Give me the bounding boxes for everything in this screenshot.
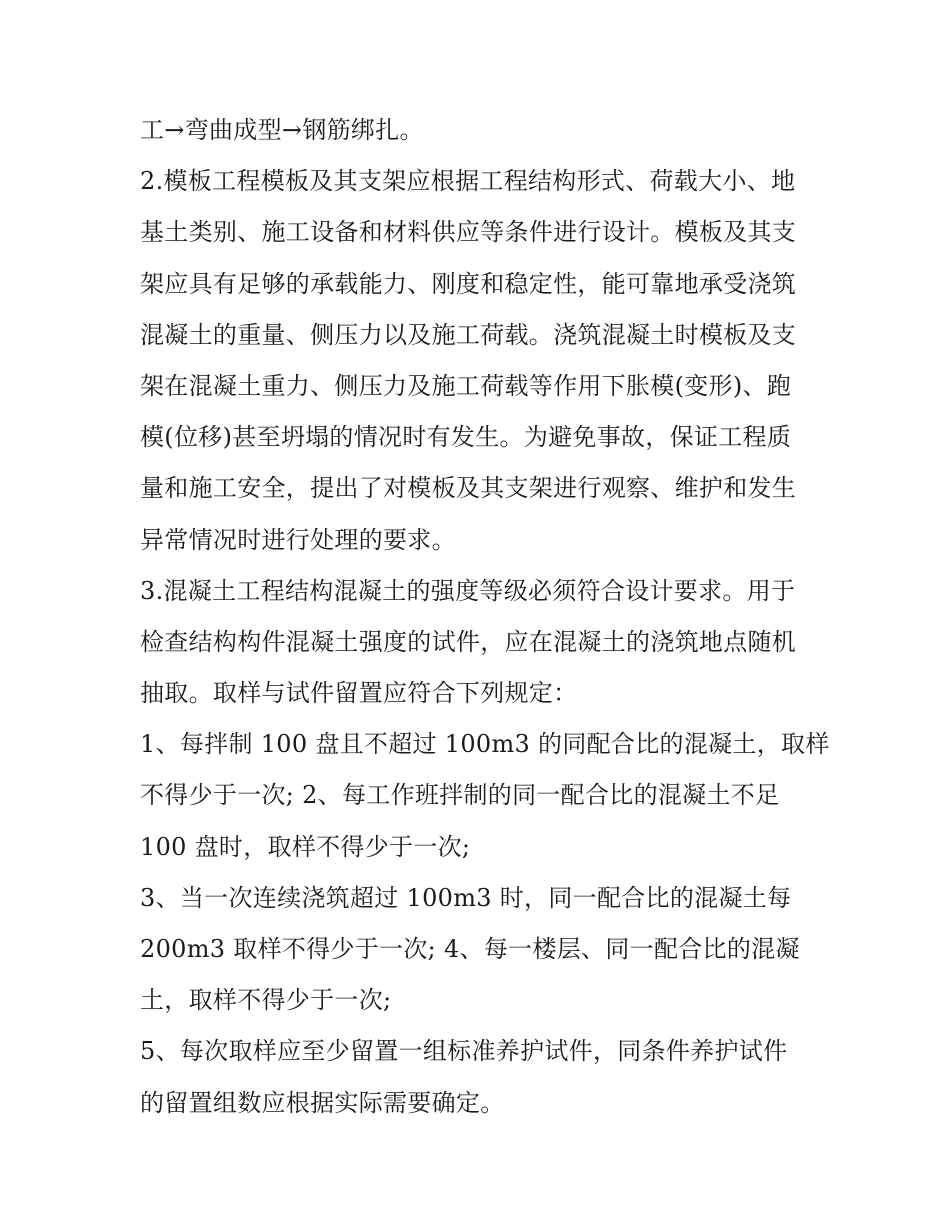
text-line: 抽取。取样与试件留置应符合下列规定：	[140, 679, 578, 708]
text-line: 架在混凝土重力、侧压力及施工荷载等作用下胀模(变形)、跑	[140, 371, 792, 400]
text-line: 模(位移)甚至坍塌的情况时有发生。为避免事故，保证工程质	[140, 423, 792, 452]
text-line: 异常情况时进行处理的要求。	[140, 525, 456, 554]
text-line: 土，取样不得少于一次;	[140, 986, 392, 1015]
text-line: 工→弯曲成型→钢筋绑扎。	[140, 116, 424, 144]
text-line: 3.混凝土工程结构混凝土的强度等级必须符合设计要求。用于	[140, 576, 796, 605]
text-line: 100 盘时，取样不得少于一次;	[140, 832, 471, 861]
text-line: 200m3 取样不得少于一次; 4、每一楼层、同一配合比的混凝	[140, 935, 800, 963]
text-line: 2.模板工程模板及其支架应根据工程结构形式、荷载大小、地	[140, 167, 796, 196]
text-line: 3、当一次连续浇筑超过 100m3 时，同一配合比的混凝土每	[140, 883, 792, 912]
text-line: 5、每次取样应至少留置一组标准养护试件，同条件养护试件	[140, 1037, 788, 1066]
text-line: 架应具有足够的承载能力、刚度和稳定性，能可靠地承受浇筑	[140, 269, 797, 298]
text-line: 1、每拌制 100 盘且不超过 100m3 的同配合比的混凝土，取样	[140, 730, 830, 759]
document-body	[140, 105, 830, 1129]
text-line: 不得少于一次; 2、每工作班拌制的同一配合比的混凝土不足	[140, 781, 780, 810]
text-line: 的留置组数应根据实际需要确定。	[140, 1088, 505, 1117]
text-line: 基土类别、施工设备和材料供应等条件进行设计。模板及其支	[140, 218, 797, 247]
text-line: 量和施工安全，提出了对模板及其支架进行观察、维护和发生	[140, 474, 797, 503]
text-line: 检查结构构件混凝土强度的试件，应在混凝土的浇筑地点随机	[140, 627, 797, 656]
text-line: 混凝土的重量、侧压力以及施工荷载。浇筑混凝土时模板及支	[140, 320, 797, 349]
